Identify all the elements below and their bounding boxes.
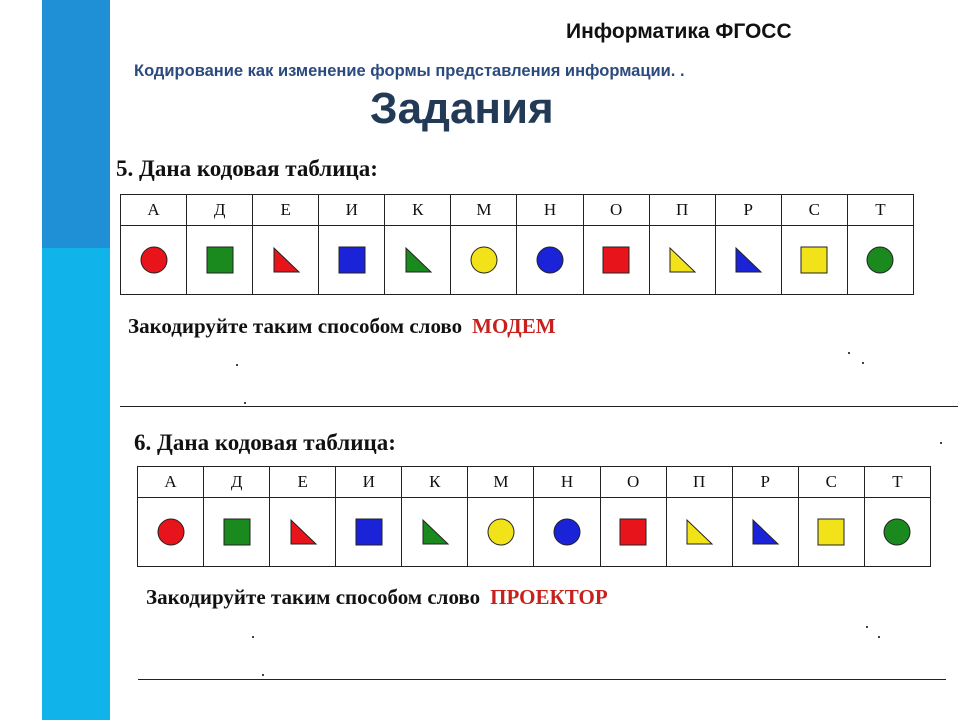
square-icon (601, 245, 631, 275)
code-shape-cell (385, 226, 451, 295)
task-6-prompt-text: Закодируйте таким способом слово (146, 585, 481, 609)
code-table-shape-row (121, 226, 914, 295)
code-shape-cell (121, 226, 187, 295)
scan-dot (878, 636, 880, 638)
code-letter-cell: А (121, 195, 187, 226)
scan-dot (862, 362, 864, 364)
code-letter-cell: К (385, 195, 451, 226)
code-letter-cell: С (781, 195, 847, 226)
code-shape-cell (583, 226, 649, 295)
scan-dot (848, 352, 850, 354)
code-letter-cell: А (138, 467, 204, 498)
triangle-icon (288, 517, 318, 547)
circle-icon (552, 517, 582, 547)
code-table-task-6 (137, 466, 931, 567)
triangle-icon (684, 517, 714, 547)
code-letter-cell: Р (732, 467, 798, 498)
subject-label: Информатика ФГОСС (566, 20, 792, 43)
square-icon (618, 517, 648, 547)
code-shape-cell (847, 226, 913, 295)
code-shape-cell (517, 226, 583, 295)
task-6-word: ПРОЕКТОР (490, 585, 608, 609)
code-letter-cell: М (468, 467, 534, 498)
code-shape-cell (204, 498, 270, 567)
code-letter-cell: П (666, 467, 732, 498)
code-letter-cell: Д (187, 195, 253, 226)
circle-icon (156, 517, 186, 547)
code-table-letter-row (121, 195, 914, 226)
square-icon (222, 517, 252, 547)
task-5-title: 5. Дана кодовая таблица: (116, 156, 378, 181)
scan-dot (262, 674, 264, 676)
code-table-shape-row (138, 498, 931, 567)
square-icon (816, 517, 846, 547)
code-letter-cell: С (798, 467, 864, 498)
code-shape-cell (468, 498, 534, 567)
circle-icon (535, 245, 565, 275)
scan-dot (252, 636, 254, 638)
side-accent-bar-top (42, 0, 110, 248)
code-shape-cell (798, 498, 864, 567)
square-icon (354, 517, 384, 547)
scan-dot (940, 442, 942, 444)
code-letter-cell: Е (270, 467, 336, 498)
code-table-task-5 (120, 194, 914, 295)
scan-dot (236, 364, 238, 366)
task-5-prompt-text: Закодируйте таким способом слово (128, 314, 463, 338)
triangle-icon (403, 245, 433, 275)
triangle-icon (271, 245, 301, 275)
code-letter-cell: О (600, 467, 666, 498)
code-shape-cell (715, 226, 781, 295)
task-5-prompt (128, 314, 556, 339)
task-6-title: 6. Дана кодовая таблица: (134, 430, 396, 455)
scan-dot (866, 626, 868, 628)
task-6-answer-line[interactable] (138, 679, 946, 680)
code-letter-cell: Д (204, 467, 270, 498)
code-shape-cell (253, 226, 319, 295)
scan-dot (244, 402, 246, 404)
code-letter-cell: К (402, 467, 468, 498)
code-letter-cell: Н (517, 195, 583, 226)
code-shape-cell (319, 226, 385, 295)
code-shape-cell (138, 498, 204, 567)
code-table-letter-row (138, 467, 931, 498)
code-letter-cell: О (583, 195, 649, 226)
code-shape-cell (451, 226, 517, 295)
code-shape-cell (666, 498, 732, 567)
code-shape-cell (270, 498, 336, 567)
square-icon (205, 245, 235, 275)
circle-icon (139, 245, 169, 275)
square-icon (337, 245, 367, 275)
code-shape-cell (649, 226, 715, 295)
triangle-icon (667, 245, 697, 275)
code-shape-cell (534, 498, 600, 567)
circle-icon (865, 245, 895, 275)
task-6-prompt (146, 585, 608, 610)
code-shape-cell (864, 498, 930, 567)
code-letter-cell: Р (715, 195, 781, 226)
task-5-word: МОДЕМ (472, 314, 556, 338)
circle-icon (882, 517, 912, 547)
code-letter-cell: П (649, 195, 715, 226)
code-shape-cell (600, 498, 666, 567)
topic-subtitle: Кодирование как изменение формы представления информации. . (134, 62, 685, 80)
code-shape-cell (187, 226, 253, 295)
code-shape-cell (336, 498, 402, 567)
code-letter-cell: Т (847, 195, 913, 226)
code-letter-cell: Н (534, 467, 600, 498)
code-shape-cell (781, 226, 847, 295)
triangle-icon (750, 517, 780, 547)
task-5-answer-line[interactable] (120, 406, 958, 407)
code-shape-cell (402, 498, 468, 567)
code-letter-cell: Е (253, 195, 319, 226)
circle-icon (486, 517, 516, 547)
code-letter-cell: Т (864, 467, 930, 498)
triangle-icon (733, 245, 763, 275)
code-letter-cell: И (319, 195, 385, 226)
code-letter-cell: М (451, 195, 517, 226)
side-accent-bar-bottom (42, 248, 110, 720)
code-shape-cell (732, 498, 798, 567)
triangle-icon (420, 517, 450, 547)
circle-icon (469, 245, 499, 275)
code-letter-cell: И (336, 467, 402, 498)
page-title: Задания (370, 84, 554, 133)
square-icon (799, 245, 829, 275)
